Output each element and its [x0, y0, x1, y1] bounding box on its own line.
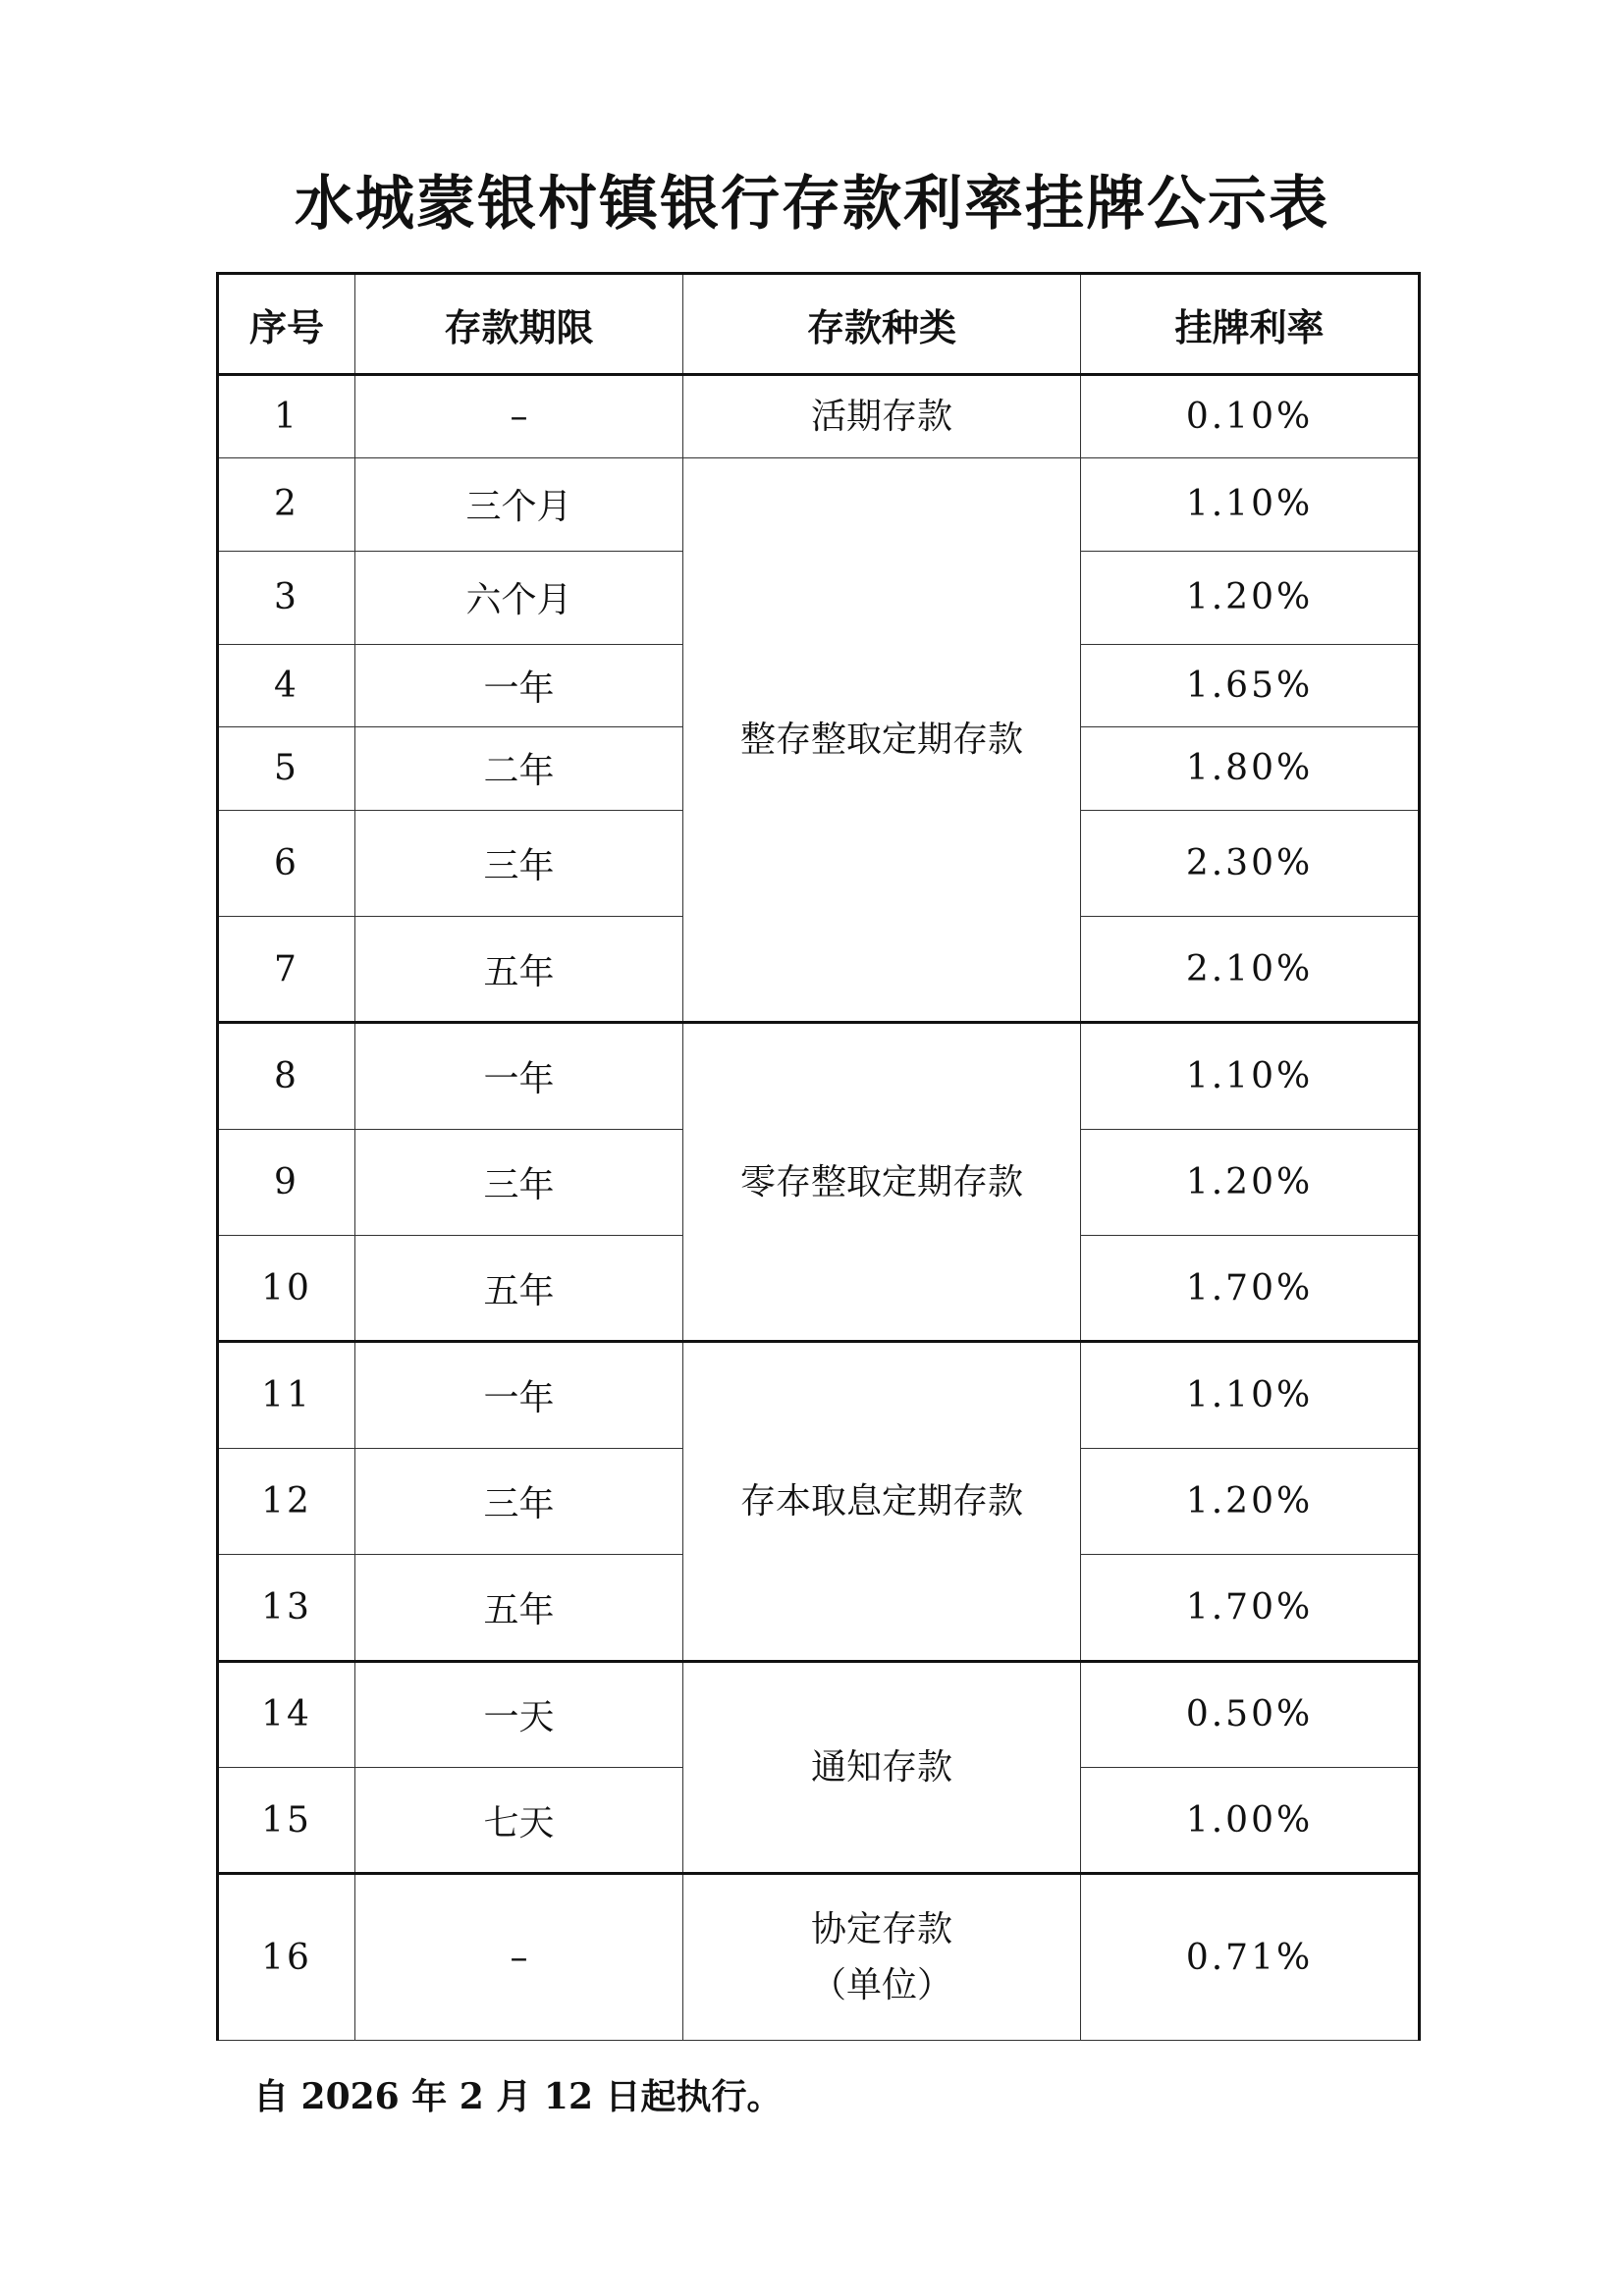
row-term: –: [355, 375, 683, 458]
page-title: 水城蒙银村镇银行存款利率挂牌公示表: [295, 170, 1329, 239]
kind-agreement-line2: （单位）: [810, 1965, 952, 2006]
row-term: 五年: [355, 1555, 683, 1661]
row-rate: 1.00%: [1081, 1767, 1420, 1873]
header-kind: 存款种类: [683, 274, 1081, 375]
deposit-rate-table: [216, 272, 1421, 2041]
row-term: –: [355, 1874, 683, 2041]
row-term: 一年: [355, 1023, 683, 1129]
row-rate: 1.65%: [1081, 644, 1420, 726]
row-seq: 16: [218, 1874, 355, 2041]
row-rate: 2.10%: [1081, 916, 1420, 1022]
kind-demand: 活期存款: [683, 375, 1081, 458]
row-term: 三个月: [355, 458, 683, 551]
table-row: [218, 1661, 1420, 1767]
kind-installment: 零存整取定期存款: [683, 1023, 1081, 1342]
kind-interest-withdrawal: 存本取息定期存款: [683, 1342, 1081, 1661]
table-row: [218, 1342, 1420, 1448]
row-term: 七天: [355, 1767, 683, 1873]
row-rate: 2.30%: [1081, 810, 1420, 916]
kind-agreement: [683, 1874, 1081, 2041]
row-seq: 11: [218, 1342, 355, 1448]
header-term: 存款期限: [355, 274, 683, 375]
row-seq: 3: [218, 551, 355, 644]
row-seq: 5: [218, 727, 355, 810]
row-seq: 9: [218, 1129, 355, 1235]
row-rate: 1.10%: [1081, 458, 1420, 551]
row-rate: 1.20%: [1081, 551, 1420, 644]
row-seq: 7: [218, 916, 355, 1022]
row-term: 一年: [355, 644, 683, 726]
row-rate: 0.71%: [1081, 1874, 1420, 2041]
row-seq: 10: [218, 1236, 355, 1342]
row-term: 三年: [355, 810, 683, 916]
kind-lump-sum: 整存整取定期存款: [683, 458, 1081, 1023]
row-seq: 14: [218, 1661, 355, 1767]
effective-date-note: 自 2026 年 2 月 12 日起执行。: [253, 2076, 783, 2117]
row-rate: 0.10%: [1081, 375, 1420, 458]
row-term: 五年: [355, 916, 683, 1022]
row-term: 五年: [355, 1236, 683, 1342]
row-seq: 2: [218, 458, 355, 551]
row-term: 六个月: [355, 551, 683, 644]
row-rate: 1.70%: [1081, 1555, 1420, 1661]
table-row: [218, 375, 1420, 458]
row-term: 三年: [355, 1448, 683, 1554]
row-seq: 13: [218, 1555, 355, 1661]
kind-notice: 通知存款: [683, 1661, 1081, 1874]
table-row: [218, 1023, 1420, 1129]
row-term: 二年: [355, 727, 683, 810]
row-rate: 1.10%: [1081, 1342, 1420, 1448]
table-header-row: [218, 274, 1420, 375]
row-term: 一天: [355, 1661, 683, 1767]
table-row: [218, 1874, 1420, 2041]
row-seq: 15: [218, 1767, 355, 1873]
header-rate: 挂牌利率: [1081, 274, 1420, 375]
row-seq: 12: [218, 1448, 355, 1554]
kind-agreement-line1: 协定存款: [810, 1908, 952, 1949]
row-term: 三年: [355, 1129, 683, 1235]
row-seq: 6: [218, 810, 355, 916]
header-seq: 序号: [218, 274, 355, 375]
table-row: [218, 458, 1420, 551]
row-rate: 0.50%: [1081, 1661, 1420, 1767]
row-rate: 1.80%: [1081, 727, 1420, 810]
row-rate: 1.20%: [1081, 1448, 1420, 1554]
row-rate: 1.10%: [1081, 1023, 1420, 1129]
row-rate: 1.70%: [1081, 1236, 1420, 1342]
row-seq: 1: [218, 375, 355, 458]
row-seq: 8: [218, 1023, 355, 1129]
row-seq: 4: [218, 644, 355, 726]
row-term: 一年: [355, 1342, 683, 1448]
row-rate: 1.20%: [1081, 1129, 1420, 1235]
